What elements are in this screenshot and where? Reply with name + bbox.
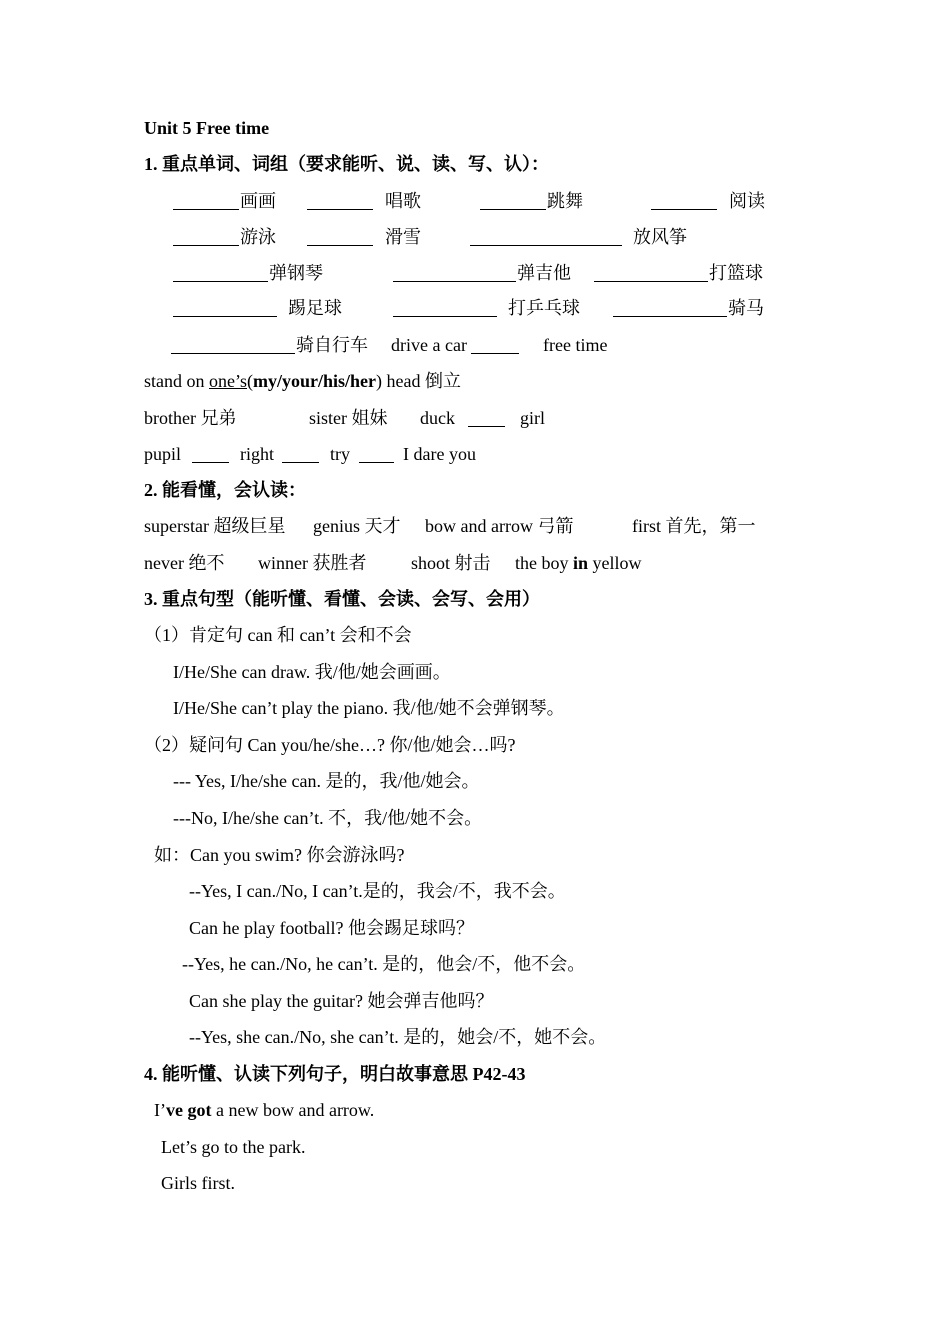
sentence-pattern: --Yes, she can./No, she can’t. 是的，她会/不，她不会。 [189, 1027, 607, 1047]
blank-line [192, 446, 229, 463]
vocab-item: 弹吉他 [517, 263, 571, 283]
blank-line [173, 229, 239, 246]
vocab-item: 阅读 [729, 191, 765, 211]
vocab-item: superstar 超级巨星 [144, 516, 286, 536]
page-title: Unit 5 Free time [144, 118, 270, 138]
sentence-pattern: --Yes, he can./No, he can’t. 是的，他会/不，他不会。 [182, 954, 586, 974]
blank-line [470, 229, 622, 246]
vocab-item: never 绝不 [144, 553, 225, 573]
sentence-pattern: 如：Can you swim? 你会游泳吗? [154, 845, 405, 865]
story-sentence [154, 1099, 374, 1121]
vocab-item: 放风筝 [633, 227, 687, 247]
blank-line [471, 337, 519, 354]
text-span: the boy [515, 553, 573, 573]
text-span: ) head 倒立 [376, 371, 461, 391]
blank-line [613, 300, 727, 317]
vocab-item: duck [420, 408, 455, 428]
sentence-pattern: Can he play football? 他会踢足球吗？ [189, 918, 474, 938]
vocab-item: 踢足球 [288, 298, 342, 318]
blank-line [594, 265, 708, 282]
sentence-pattern: --- Yes, I/he/she can. 是的，我/他/她会。 [173, 771, 480, 791]
pronoun-list: my/your/his/her [253, 371, 377, 391]
stand-on-head-phrase [144, 370, 461, 392]
sentence-pattern: （1）肯定句 can 和 can’t 会和不会 [144, 625, 412, 645]
blank-line [480, 193, 546, 210]
vocab-item: 弹钢琴 [269, 263, 323, 283]
vocab-item: 游泳 [240, 227, 276, 247]
sentence-pattern: ---No, I/he/she can’t. 不，我/他/她不会。 [173, 808, 483, 828]
text-span: I’ [154, 1100, 166, 1120]
bold-word: in [573, 553, 589, 573]
vocab-item: I dare you [403, 444, 476, 464]
blank-line [393, 265, 516, 282]
vocab-item: free time [543, 335, 608, 355]
blank-line [173, 193, 239, 210]
story-sentence: Let’s go to the park. [161, 1137, 306, 1157]
blank-line [307, 193, 373, 210]
vocab-item: 骑马 [728, 298, 764, 318]
vocab-item: pupil [144, 444, 182, 464]
blank-line [393, 300, 497, 317]
blank-line [359, 446, 394, 463]
ones-word: one’s [209, 371, 247, 391]
blank-line [307, 229, 373, 246]
text-span: a new bow and arrow. [211, 1100, 375, 1120]
sentence-pattern: I/He/She can’t play the piano. 我/他/她不会弹钢琴。 [173, 698, 565, 718]
sentence-pattern: Can she play the guitar? 她会弹吉他吗？ [189, 991, 494, 1011]
section-1-heading: 1. 重点单词、词组（要求能听、说、读、写、认）： [144, 154, 549, 174]
blank-line [171, 337, 295, 354]
blank-line [173, 300, 277, 317]
text-span: ( [247, 371, 253, 391]
vocab-item: 唱歌 [385, 191, 421, 211]
story-sentence: Girls first. [161, 1173, 235, 1193]
vocab-item: brother 兄弟 [144, 408, 237, 428]
section-3-heading: 3. 重点句型（能听懂、看懂、会读、会写、会用） [144, 589, 540, 609]
vocab-item: winner 获胜者 [258, 553, 367, 573]
vocab-item: try [330, 444, 350, 464]
sentence-pattern: --Yes, I can./No, I can’t.是的，我会/不，我不会。 [189, 881, 566, 901]
vocab-item: 跳舞 [547, 191, 583, 211]
vocab-item: genius 天才 [313, 516, 401, 536]
vocab-item: shoot 射击 [411, 553, 491, 573]
vocab-item: bow and arrow 弓箭 [425, 516, 574, 536]
vocab-item: girl [520, 408, 545, 428]
blank-line [651, 193, 717, 210]
section-2-heading: 2. 能看懂，会认读： [144, 480, 306, 500]
vocab-item: first 首先，第一 [632, 516, 756, 536]
vocab-item: 滑雪 [385, 227, 421, 247]
blank-line [282, 446, 319, 463]
boy-in-yellow-phrase [515, 552, 642, 574]
text-span: yellow [588, 553, 642, 573]
vocab-item: 打篮球 [709, 263, 763, 283]
vocab-item: 画画 [240, 191, 276, 211]
blank-line [468, 410, 505, 427]
vocab-item: sister 姐妹 [309, 408, 388, 428]
sentence-pattern: I/He/She can draw. 我/他/她会画画。 [173, 662, 451, 682]
section-4-heading: 4. 能听懂、认读下列句子，明白故事意思 P42-43 [144, 1064, 526, 1084]
text-span: stand on [144, 371, 209, 391]
vocab-item: drive a car [391, 335, 467, 355]
blank-line [173, 265, 268, 282]
sentence-pattern: （2）疑问句 Can you/he/she…? 你/他/她会…吗? [144, 735, 516, 755]
vocab-item: 打乒乓球 [508, 298, 580, 318]
vocab-item: right [240, 444, 274, 464]
bold-word: ve got [166, 1100, 212, 1120]
vocab-item: 骑自行车 [296, 335, 368, 355]
